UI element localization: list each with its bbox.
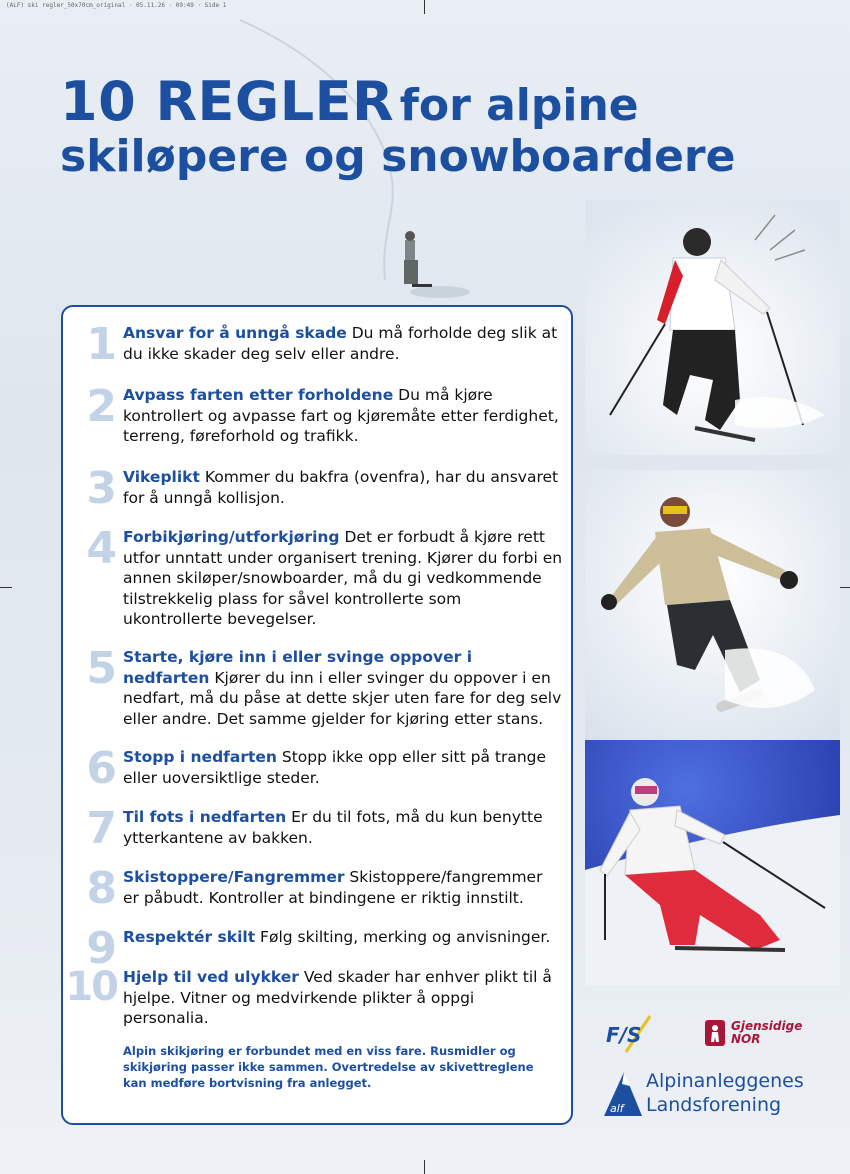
rule-item: [63, 863, 571, 914]
rule-number: 6: [86, 743, 117, 794]
rule-item: [63, 463, 571, 514]
rule-text: [123, 967, 563, 1029]
gjensidige-mark-icon: [705, 1020, 725, 1046]
rule-body: Kommer du bakfra (ovenfra), har du ansvaret for å unngå kollisjon.: [123, 468, 559, 507]
rule-text: [123, 747, 563, 791]
rule-body: Du må forholde deg slik at du ikke skader deg selv eller andre.: [123, 324, 558, 363]
rule-item: [63, 964, 571, 1029]
rule-text: [123, 647, 563, 729]
rule-body: Det er forbudt å kjøre rett utfor unntatt under organisert trening. Kjører du forbi en annen skiløper/snowboarder, må du gi vedkommende tilstrekkelig plass for såvel kontrollerte som ukontrollerte bevegelser.: [123, 528, 563, 628]
rule-item: [63, 923, 571, 974]
rule-title: Forbikjøring/utforkjøring: [123, 528, 340, 546]
rule-title: Stopp i nedfarten: [123, 748, 277, 766]
rule-body: Skistoppere/fangremmer er påbudt. Kontroller at bindingene er riktig innstilt.: [123, 868, 543, 907]
gjensidige-text: [731, 1020, 802, 1046]
rule-item: [63, 523, 571, 630]
rule-title: Til fots i nedfarten: [123, 808, 287, 826]
rule-number: 10: [65, 964, 117, 1010]
rule-body: Ved skader har enhver plikt til å hjelpe. Vitner og medvirkende plikter å oppgi personalia.: [123, 968, 552, 1027]
rule-title: Skistoppere/Fangremmer: [123, 868, 345, 886]
alf-mark-text: alf: [610, 1102, 624, 1115]
alf-name-line2: Landsforening: [646, 1094, 782, 1116]
rule-text: [123, 867, 563, 911]
rule-body: Følg skilting, merking og anvisninger.: [255, 928, 551, 946]
headline-line2: skiløpere og snowboardere: [60, 131, 736, 183]
rule-title: Ansvar for å unngå skade: [123, 324, 347, 342]
print-meta-line: (ALF) ski regler_50x70cm_original · 05.11.26 · 09:49 · Side 1: [6, 2, 227, 9]
rule-title: Starte, kjøre inn i eller svinge oppover i nedfarten: [123, 648, 473, 687]
alf-name-line1: Alpinanleggenes: [646, 1070, 804, 1092]
gjensidige-line2: NOR: [731, 1032, 761, 1046]
rule-item: [63, 643, 571, 729]
gjensidige-line1: Gjensidige: [731, 1019, 803, 1033]
rule-number: 9: [86, 923, 117, 974]
poster-headline: [60, 72, 820, 182]
safety-footer-note: Alpin skikjøring er forbundet med en viss fare. Rusmidler og skikjøring passer ikke sammen. Overtredelse av skivettreglene kan medføre bortvisning fra anlegget.: [123, 1044, 534, 1090]
rule-title: Respektér skilt: [123, 928, 256, 946]
gjensidige-logo: [705, 1018, 803, 1050]
rule-body: Stopp ikke opp eller sitt på trange eller uoversiktlige steder.: [123, 748, 547, 787]
rule-number: 3: [86, 463, 117, 514]
skier-photo-1: [585, 200, 840, 455]
rule-body: Kjører du inn i eller svinger du oppover i en nedfart, må du påse at dette skjer uten fare for deg selv eller andre. Det samme gjelder for kjøring etter stans.: [123, 668, 562, 728]
skier-photo-2: [585, 740, 840, 985]
headline-big: 10 REGLER: [60, 70, 395, 133]
rule-number: 4: [86, 523, 117, 574]
rule-item: [63, 381, 571, 447]
rule-text: [123, 927, 563, 971]
rule-text: [123, 385, 563, 447]
rule-number: 8: [86, 863, 117, 914]
rule-item: [63, 319, 571, 370]
rules-panel: [61, 305, 573, 1125]
rule-number: 1: [86, 319, 117, 370]
rule-body: Du må kjøre kontrollert og avpasse fart og kjøremåte etter ferdighet, terreng, føreforhold og trafikk.: [123, 386, 559, 445]
rule-number: 7: [86, 803, 117, 854]
headline-rest: for alpine: [399, 80, 639, 131]
rule-text: [123, 467, 563, 511]
rule-item: [63, 743, 571, 794]
rule-number: 2: [86, 381, 117, 432]
fis-logo: [600, 1012, 670, 1056]
alf-logo: [600, 1066, 804, 1122]
rule-number: 5: [86, 643, 117, 694]
rule-body: Er du til fots, må du kun benytte ytterkantene av bakken.: [123, 808, 543, 847]
rule-title: Vikeplikt: [123, 468, 200, 486]
fis-logo-text: F/S: [606, 1023, 642, 1047]
rule-title: Avpass farten etter forholdene: [123, 386, 394, 404]
rule-text: [123, 527, 563, 630]
snowboarder-distant: [404, 231, 432, 287]
rule-title: Hjelp til ved ulykker: [123, 968, 299, 986]
rule-text: [123, 323, 563, 367]
snowboarder-photo: [585, 470, 840, 740]
rule-text: [123, 807, 563, 851]
rule-item: [63, 803, 571, 854]
alf-mountain-icon: [600, 1066, 644, 1122]
